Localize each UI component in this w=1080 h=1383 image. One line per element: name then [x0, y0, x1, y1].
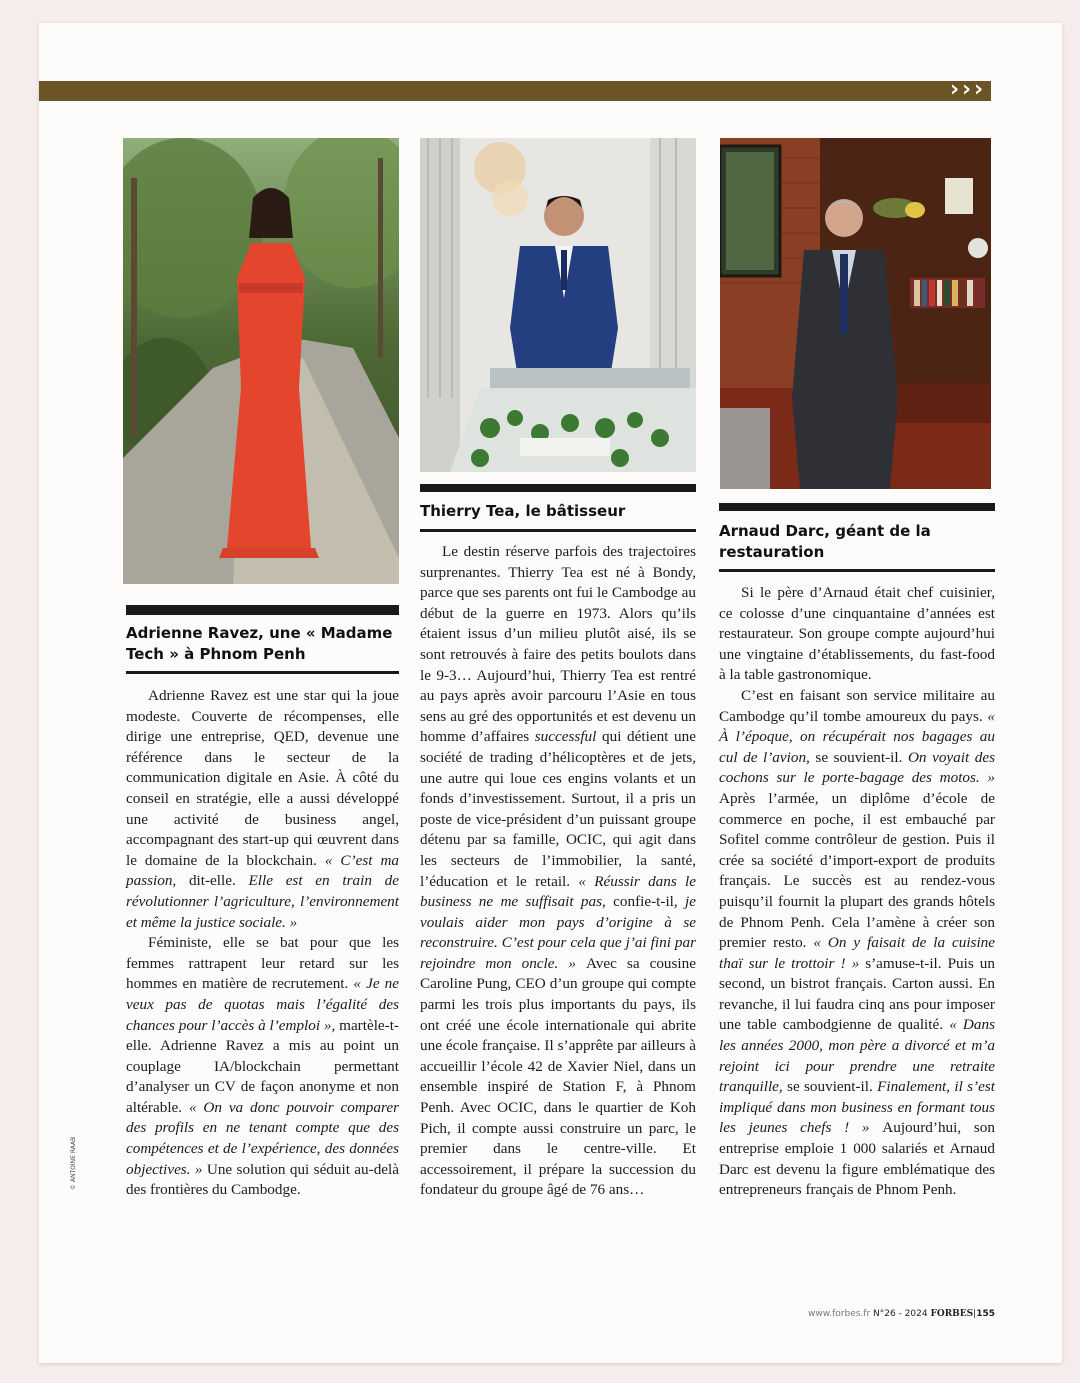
- quote-run: « On va donc pouvoir comparer des profils en ne tenant compte que des compétences et de l’expérience, des données objectives. »: [126, 1098, 399, 1178]
- text-run: se souvient-il.: [815, 748, 908, 766]
- text-run: s’amuse-t-il. Puis un second, un bistrot français. Carton aussi. En revanche, il lui faudra cinq ans pour imposer une table cambodgienne de qualité.: [719, 954, 995, 1034]
- rule-bottom-2: [420, 529, 696, 532]
- quote-run: « Réussir dans le business ne me suffisait pas,: [420, 872, 697, 911]
- text-run: Aujourd’hui, son entreprise emploie 1 000 salariés et Arnaud Darc est devenu la figure emblématique des entrepreneurs français de Phnom Penh.: [719, 1119, 995, 1199]
- quote-run: Finalement, il s’est impliqué dans mon business en formant tous les jeunes chefs ! »: [719, 1078, 995, 1137]
- text-run: Si le père d’Arnaud était chef cuisinier, ce colosse d’une cinquantaine d’années est restaurateur. Son groupe compte aujourd’hui une vingtaine d’établissements, du fast-food à la table gastronomique.: [719, 584, 995, 684]
- column-arnaud: [719, 583, 995, 1201]
- rule-bottom-1: [126, 671, 399, 674]
- paragraph: [126, 686, 399, 933]
- footer-url: www.forbes.fr: [807, 1309, 871, 1319]
- footer-separator: |: [973, 1309, 977, 1319]
- text-run: Une solution qui séduit au-delà des frontières du Cambodge.: [126, 1160, 399, 1199]
- text-run: dit-elle.: [188, 872, 249, 890]
- heading-thierry: Thierry Tea, le bâtisseur: [420, 502, 626, 520]
- paragraph: [719, 686, 995, 1201]
- photo-credit: © ANTOINE RAAB: [70, 1136, 77, 1190]
- heading-arnaud: Arnaud Darc, géant de la restauration: [719, 522, 931, 561]
- quote-run: On voyait des cochons sur le porte-bagage des motos. »: [719, 748, 995, 787]
- footer-brand: FORBES: [930, 1309, 974, 1319]
- text-run: Adrienne Ravez est une star qui la joue modeste. Couverte de récompenses, elle dirige une entreprise, QED, devenue une référence dans le secteur de la communication digitale en Asie. À côté du conseil en stratégie, elle a aussi développé une activité de business angel, accompagnant des start-up qui œuvrent dans le domaine de la blockchain.: [126, 687, 399, 869]
- quote-run: « On y faisait de la cuisine thaï sur le trottoir ! »: [719, 934, 996, 972]
- rule-top-2: [420, 484, 696, 492]
- text-run: Féministe, elle se bat pour que les femmes rattrapent leur retard sur les hommes en matière de recrutement.: [126, 934, 399, 993]
- quote-run: « Je ne veux pas de quotas mais l’égalité des chances pour l’accès à l’emploi »,: [126, 975, 400, 1034]
- text-run: C’est en faisant son service militaire au Cambodge qu’il tombe amoureux du pays.: [719, 686, 995, 725]
- heading-adrienne: Adrienne Ravez, une « Madame Tech » à Phnom Penh: [126, 624, 393, 663]
- rule-top-3: [719, 503, 995, 511]
- header-band: [39, 81, 952, 101]
- text-run: martèle-t-elle. Adrienne Ravez a mis au point un couplage IA/blockchain permettant d’analyser un CV de façon anonyme et non altérable.: [126, 1016, 399, 1116]
- footer-folio: [790, 1309, 995, 1319]
- paragraph: [420, 542, 696, 1201]
- text-run: Le destin réserve parfois des trajectoires surprenantes. Thierry Tea est né à Bondy, parce que ses parents ont fui le Cambodge au début de la guerre en 1973. Alors qu’ils étaient issus d’un milieu plutôt aisé, ils se sont retrouvés à faire des petits boulots dans le 9-3… Aujourd’hui, Thierry Tea est rentré au pays après avoir parcouru l’Asie en tous sens au gré des opportunités et est devenu un homme d’affaires: [420, 543, 696, 746]
- man-blue-suit-photo: [420, 138, 696, 472]
- text-run: qui détient une société de trading d’hélicoptères et de jets, une autre qui loue ces engins volants et un fonds d’investissement. Surtout, il a pris un poste de vice-président d’un puissant groupe détenu par sa famille, OCIC, qui agit dans les secteurs de l’immobilier, la santé, l’éducation et le retail.: [420, 728, 696, 890]
- rule-top-1: [126, 605, 399, 615]
- text-run: se souvient-il.: [787, 1078, 878, 1096]
- text-run: confie-t-il,: [613, 893, 686, 911]
- quote-run: Elle est en train de révolutionner l’agriculture, l’environnement et même la justice sociale. »: [126, 872, 399, 931]
- woman-red-dress-photo: [123, 138, 399, 584]
- column-adrienne: [126, 686, 399, 1201]
- page-number: 155: [976, 1309, 995, 1319]
- quote-run: successful: [534, 728, 602, 746]
- paragraph: [126, 933, 399, 1201]
- paragraph: [719, 583, 995, 686]
- quote-run: « À l’époque, on récupérait nos bagages au cul de l’avion,: [719, 707, 995, 766]
- man-grey-suit-photo: [720, 138, 991, 489]
- footer-issue: N°26 - 2024: [873, 1309, 928, 1319]
- quote-run: « C’est ma passion,: [126, 851, 399, 890]
- rule-bottom-3: [719, 569, 995, 572]
- quote-run: je voulais aider mon pays d’origine à se reconstruire. C’est pour cela que j’ai fini par rejoindre mon oncle. »: [420, 893, 696, 972]
- chevrons-icon: › › ›: [948, 81, 991, 101]
- text-run: Avec sa cousine Caroline Pung, CEO d’un groupe qui compte parmi les trois plus importants du pays, ils ont créé une école internationale qui abrite une école française. Il s’apprête par ailleurs à accueillir l’école 42 de Xavier Niel, dans un ensemble inspiré de Station F, à Phnom Penh. Avec OCIC, dans le quartier de Koh Pich, il compte aussi construire un parc, le premier dans le centre-ville. Et accessoirement, il prépare la succession du fondateur du groupe âgé de 76 ans…: [420, 954, 696, 1199]
- text-run: Après l’armée, un diplôme d’école de commerce en poche, il est embauché par Sofitel comme contrôleur de gestion. Puis il crée sa société d’import-export de produits français. Le succès est au rendez-vous puisqu’il fournit la plupart des grands hôtels de Phnom Penh. Cela l’amène à créer son premier resto.: [719, 789, 995, 952]
- column-thierry: [420, 542, 696, 1201]
- quote-run: « Dans les années 2000, mon père a divorcé et m’a rejoint ici pour prendre une retraite tranquille,: [719, 1016, 995, 1096]
